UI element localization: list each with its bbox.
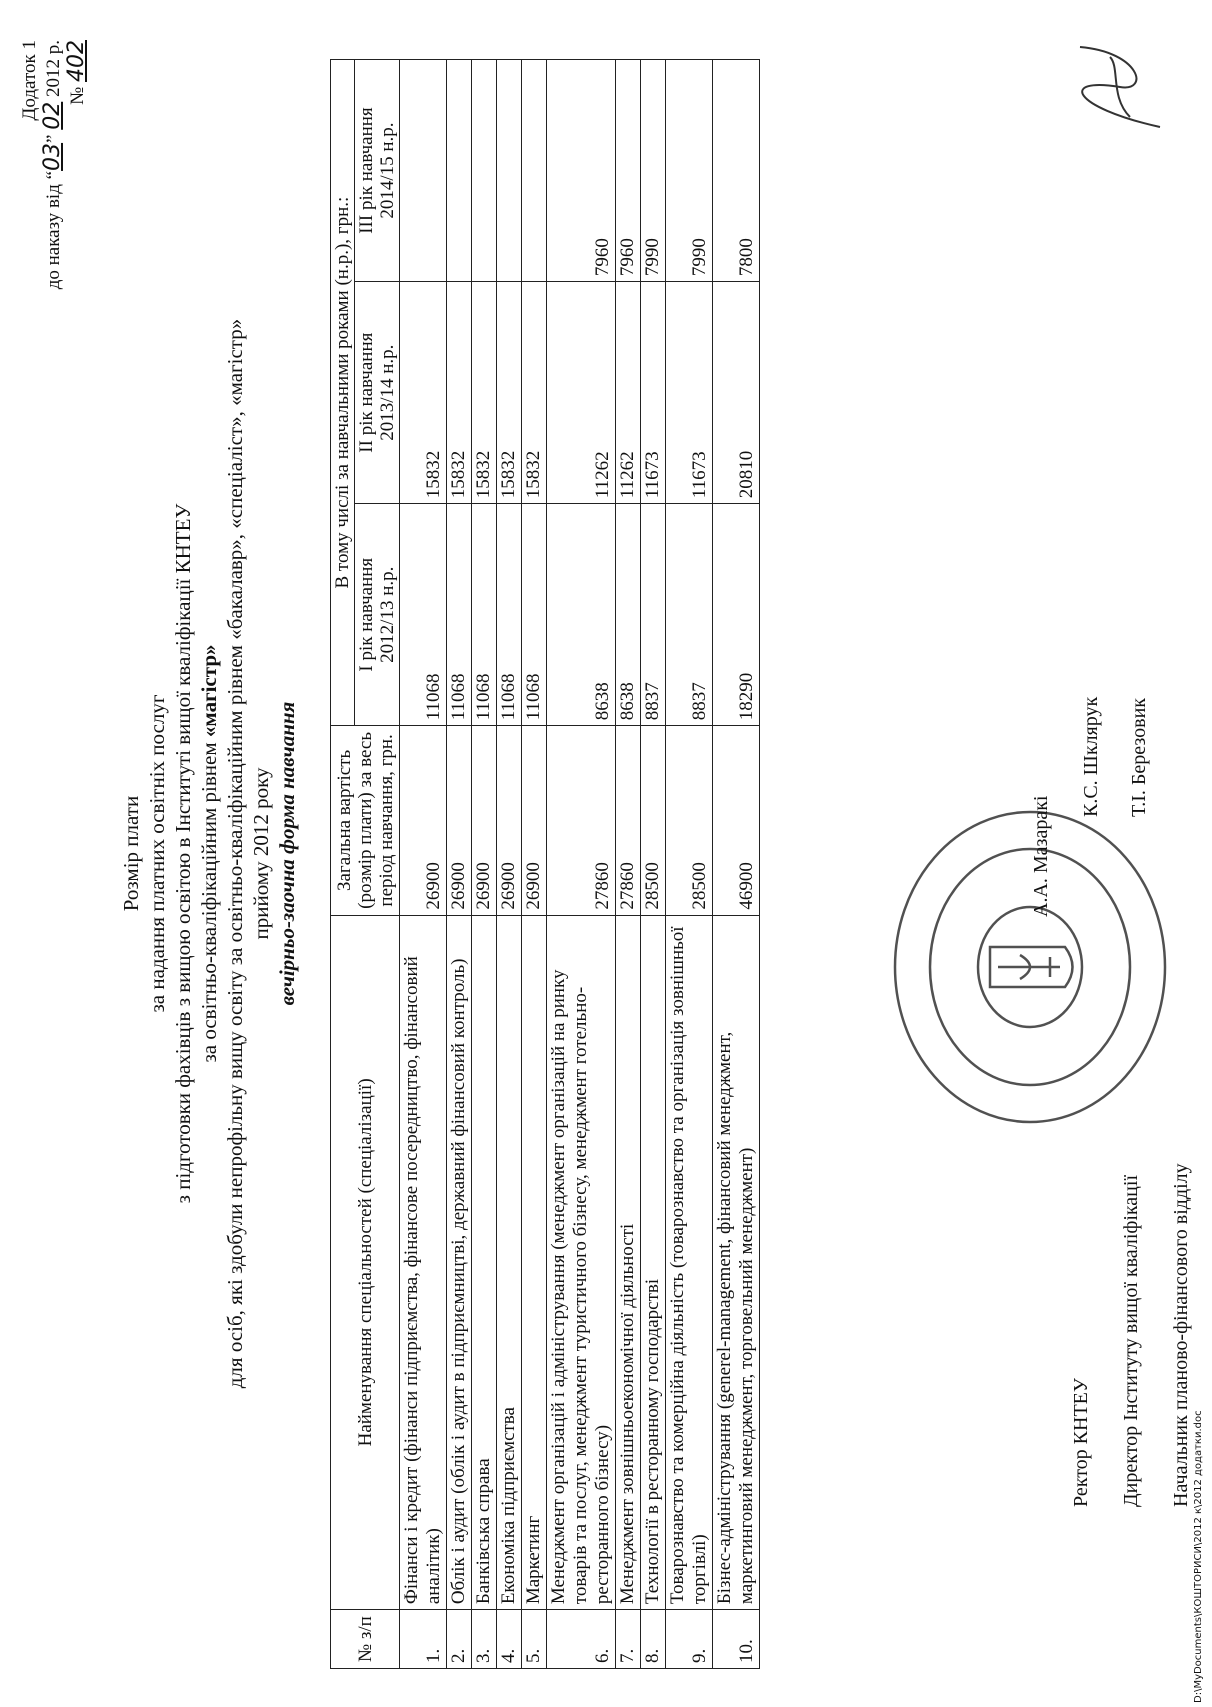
table-row <box>400 60 447 1669</box>
table-row <box>497 60 522 1669</box>
total-cost: 26900 <box>447 726 472 915</box>
year-1-cost: 18290 <box>713 504 760 726</box>
year-3-cost: 7990 <box>666 60 713 282</box>
specialty-name: Банківська справа <box>472 915 497 1610</box>
order-month: 02 <box>40 101 65 130</box>
year-2-cost: 20810 <box>713 282 760 504</box>
fees-table <box>330 59 760 1669</box>
year-2-cost: 11673 <box>641 282 666 504</box>
title-line-1: Розмір плати <box>119 795 143 912</box>
year-3-cost <box>447 60 472 282</box>
row-number: 1. <box>400 1610 447 1669</box>
year-2-cost: 11262 <box>547 282 616 504</box>
header-by-year: В тому числі за навчальними роками (н.р.), грн.: <box>331 60 355 726</box>
header-total: Загальна вартість (розмір плати) за весь період навчання, грн. <box>331 726 400 915</box>
year-1-cost: 11068 <box>472 504 497 726</box>
year-3-cost: 7990 <box>641 60 666 282</box>
document-title-block <box>118 0 300 1707</box>
year-1-cost: 8837 <box>666 504 713 726</box>
table-row <box>472 60 497 1669</box>
header-name: Найменування спеціальностей (спеціалізації) <box>331 915 400 1610</box>
table-row <box>641 60 666 1669</box>
year-1-cost: 11068 <box>447 504 472 726</box>
specialty-name: Товарознавство та комерційна діяльність (товарознавство та організація зовнішньої торгівлі) <box>666 915 713 1610</box>
year-3-cost: 7960 <box>616 60 641 282</box>
specialty-name: Менеджмент організацій і адміністрування (менеджмент організацій на ринку товарів та послуг, менеджмент туристичного бізнесу, менеджмент готельно-ресторанного бізнесу) <box>547 915 616 1610</box>
row-number: 5. <box>522 1610 547 1669</box>
table-body <box>400 60 760 1669</box>
row-number: 8. <box>641 1610 666 1669</box>
year-2-cost: 15832 <box>447 282 472 504</box>
specialty-name: Бізнес-адміністрування (generel-management, фінансовий менеджмент, маркетинговий менеджмент, торговельний менеджмент) <box>713 915 760 1610</box>
row-number: 7. <box>616 1610 641 1669</box>
year-1-cost: 11068 <box>497 504 522 726</box>
year-2-cost: 11673 <box>666 282 713 504</box>
year-3-cost: 7800 <box>713 60 760 282</box>
title-line-2: за надання платних освітніх послуг <box>145 694 169 1013</box>
appendix-label: Додаток 1 <box>19 40 40 121</box>
year-3-cost <box>522 60 547 282</box>
year-2-cost: 15832 <box>400 282 447 504</box>
row-number: 3. <box>472 1610 497 1669</box>
specialty-name: Менеджмент зовнішньоекономічної діяльності <box>616 915 641 1610</box>
year-1-cost: 11068 <box>522 504 547 726</box>
year-1-cost: 11068 <box>400 504 447 726</box>
year-2-cost: 11262 <box>616 282 641 504</box>
order-reference: до наказу від “03” 02 2012 р. <box>40 40 65 290</box>
total-cost: 26900 <box>400 726 447 915</box>
total-cost: 28500 <box>666 726 713 915</box>
study-form: вечірньо-заочна форма навчання <box>275 701 299 1006</box>
appendix-header <box>18 40 89 289</box>
row-number: 10. <box>713 1610 760 1669</box>
year-3-cost <box>497 60 522 282</box>
table-row <box>713 60 760 1669</box>
total-cost: 28500 <box>641 726 666 915</box>
total-cost: 26900 <box>497 726 522 915</box>
row-number: 2. <box>447 1610 472 1669</box>
year-3-cost: 7960 <box>547 60 616 282</box>
title-line-6: прийому 2012 року <box>249 767 273 940</box>
specialty-name: Технології в ресторанному господарстві <box>641 915 666 1610</box>
signature-director-name: К.С. Шклярук <box>1080 696 1102 817</box>
total-cost: 46900 <box>713 726 760 915</box>
specialty-name: Облік і аудит (облік і аудит в підприємництві, державний фінансовий контроль) <box>447 915 472 1610</box>
year-3-cost <box>472 60 497 282</box>
table-row <box>547 60 616 1669</box>
order-number-value: 402 <box>64 40 89 82</box>
title-line-3: з підготовки фахівців з вищою освітою в Інституті вищої кваліфікації КНТЕУ <box>171 503 195 1204</box>
table-row <box>616 60 641 1669</box>
header-year-3: ІІІ рік навчання 2014/15 н.р. <box>355 60 400 282</box>
signature-director: Директор Інституту вищої кваліфікації <box>1120 1174 1142 1507</box>
order-number: № 402 <box>64 40 89 105</box>
total-cost: 27860 <box>616 726 641 915</box>
total-cost: 26900 <box>522 726 547 915</box>
table-header-row <box>331 60 355 1669</box>
year-1-cost: 8638 <box>547 504 616 726</box>
order-day: 03 <box>40 142 65 171</box>
specialty-name: Економіка підприємства <box>497 915 522 1610</box>
title-line-4: за освітньо-кваліфікаційним рівнем «магістр» <box>197 644 221 1063</box>
year-2-cost: 15832 <box>522 282 547 504</box>
total-cost: 27860 <box>547 726 616 915</box>
table-row <box>447 60 472 1669</box>
row-number: 9. <box>666 1610 713 1669</box>
year-1-cost: 8638 <box>616 504 641 726</box>
signature-mark-icon <box>1050 27 1180 147</box>
signature-rector: Ректор КНТЕУ <box>1070 1377 1092 1507</box>
signature-finance-name: Т.І. Березовик <box>1128 697 1150 817</box>
file-path: D:\MyDocuments\КОШТОРИСИ\2012 к\2012 додатки.doc <box>1193 1410 1204 1703</box>
header-year-2: ІІ рік навчання 2013/14 н.р. <box>355 282 400 504</box>
specialty-name: Маркетинг <box>522 915 547 1610</box>
table-row <box>666 60 713 1669</box>
year-2-cost: 15832 <box>472 282 497 504</box>
title-line-5: для осіб, які здобули непрофільну вищу освіту за освітньо-кваліфікаційним рівнем «бакалавр», «спеціаліст», «магістр» <box>223 318 247 1389</box>
year-1-cost: 8837 <box>641 504 666 726</box>
header-no: № з/п <box>331 1610 400 1669</box>
year-3-cost <box>400 60 447 282</box>
specialty-name: Фінанси і кредит (фінанси підприємства, фінансове посередництво, фінансовий аналітик) <box>400 915 447 1610</box>
signature-finance: Начальник планово-фінансового відділу <box>1170 1163 1192 1507</box>
row-number: 6. <box>547 1610 616 1669</box>
table-row <box>522 60 547 1669</box>
signature-rector-name: А.А. Мазаракі <box>1030 795 1052 917</box>
total-cost: 26900 <box>472 726 497 915</box>
year-2-cost: 15832 <box>497 282 522 504</box>
row-number: 4. <box>497 1610 522 1669</box>
header-year-1: І рік навчання 2012/13 н.р. <box>355 504 400 726</box>
